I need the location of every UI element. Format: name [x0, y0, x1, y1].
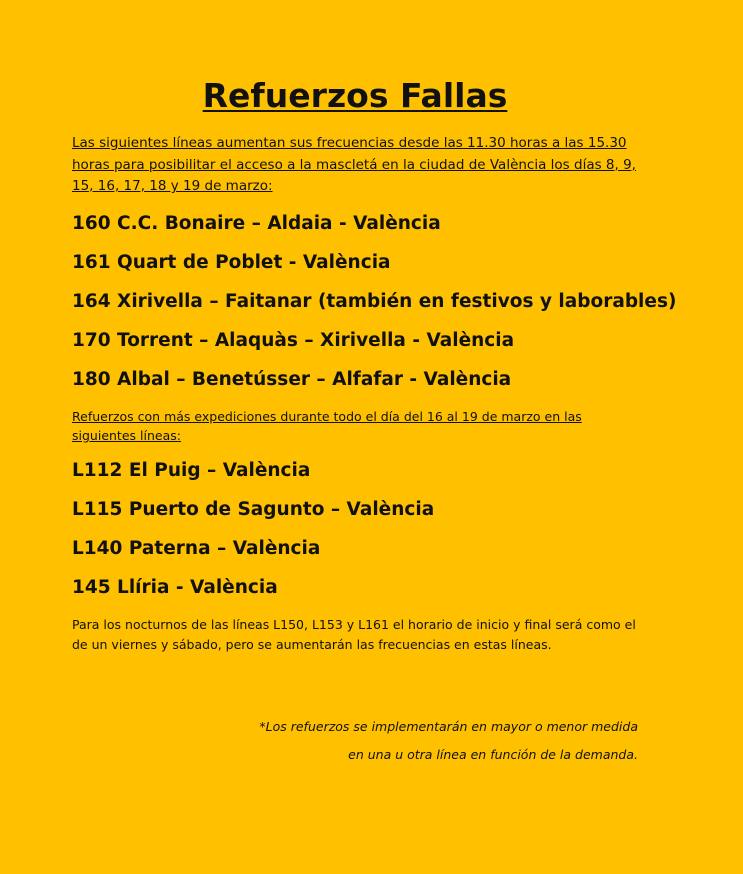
line-item-180: 180 Albal – Benetússer – Alfafar - València: [72, 368, 512, 390]
page-title: Refuerzos Fallas: [202, 76, 508, 115]
reinforced-lines-list: [72, 459, 642, 600]
line-item-l140: L140 Paterna – València: [72, 537, 321, 559]
line-item-160: 160 C.C. Bonaire – Aldaia - València: [72, 212, 441, 234]
footnote-line-1: *Los refuerzos se implementarán en mayor o menor medida: [259, 719, 638, 734]
night-lines-note: Para los nocturnos de las líneas L150, L153 y L161 el horario de inicio y final será como el de un viernes y sábado, pero se aumentarán las frecuencias en estas líneas.: [72, 616, 636, 652]
mascleta-lines-list: [72, 212, 677, 392]
footnote-line-2: en una u otra línea en función de la demanda.: [348, 747, 638, 762]
main-content: [72, 133, 677, 655]
demand-footnote: [259, 713, 638, 769]
line-item-161: 161 Quart de Poblet - València: [72, 251, 391, 273]
line-item-164: 164 Xirivella – Faitanar (también en festivos y laborables): [72, 290, 677, 312]
intro-paragraph: Las siguientes líneas aumentan sus frecuencias desde las 11.30 horas a las 15.30 horas para posibilitar el acceso a la mascletá en la ciudad de València los días 8, 9, 15, 16, 17, 18 y 19 de marzo:: [72, 135, 636, 194]
line-item-170: 170 Torrent – Alaquàs – Xirivella - València: [72, 329, 515, 351]
line-item-145: 145 Llíria - València: [72, 576, 278, 598]
line-item-l115: L115 Puerto de Sagunto – València: [72, 498, 435, 520]
line-item-l112: L112 El Puig – València: [72, 459, 311, 481]
reinforcement-intro: Refuerzos con más expediciones durante todo el día del 16 al 19 de marzo en las siguientes líneas:: [72, 408, 582, 443]
